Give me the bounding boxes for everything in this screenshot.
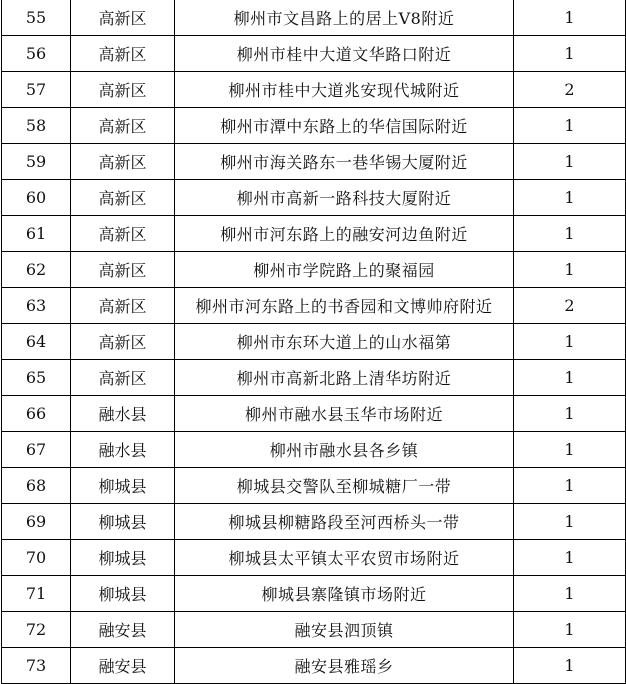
district-cell: 柳城县 <box>71 504 175 540</box>
row-number-cell: 64 <box>2 324 71 360</box>
location-cell: 柳城县太平镇太平农贸市场附近 <box>175 540 514 576</box>
location-cell: 柳城县交警队至柳城糖厂一带 <box>175 468 514 504</box>
count-cell: 2 <box>514 288 626 324</box>
count-cell: 1 <box>514 180 626 216</box>
district-cell: 高新区 <box>71 108 175 144</box>
location-cell: 柳州市高新北路上清华坊附近 <box>175 360 514 396</box>
count-cell: 1 <box>514 540 626 576</box>
count-cell: 1 <box>514 612 626 648</box>
location-cell: 柳州市桂中大道兆安现代城附近 <box>175 72 514 108</box>
count-cell: 1 <box>514 108 626 144</box>
row-number-cell: 72 <box>2 612 71 648</box>
row-number-cell: 60 <box>2 180 71 216</box>
district-cell: 高新区 <box>71 252 175 288</box>
table-row <box>2 396 626 432</box>
table-row <box>2 432 626 468</box>
table-row <box>2 216 626 252</box>
location-cell: 融安县泗顶镇 <box>175 612 514 648</box>
count-cell: 1 <box>514 252 626 288</box>
district-cell: 高新区 <box>71 180 175 216</box>
location-cell: 柳州市文昌路上的居上V8附近 <box>175 0 514 36</box>
table-row <box>2 324 626 360</box>
district-cell: 融水县 <box>71 432 175 468</box>
count-cell: 1 <box>514 324 626 360</box>
row-number-cell: 62 <box>2 252 71 288</box>
table-row <box>2 108 626 144</box>
table-row <box>2 360 626 396</box>
district-cell: 高新区 <box>71 36 175 72</box>
location-cell: 柳州市河东路上的书香园和文博帅府附近 <box>175 288 514 324</box>
location-cell: 柳州市融水县各乡镇 <box>175 432 514 468</box>
district-cell: 融安县 <box>71 612 175 648</box>
row-number-cell: 70 <box>2 540 71 576</box>
location-cell: 柳城县寨隆镇市场附近 <box>175 576 514 612</box>
district-cell: 高新区 <box>71 360 175 396</box>
table-row <box>2 180 626 216</box>
district-cell: 高新区 <box>71 324 175 360</box>
row-number-cell: 61 <box>2 216 71 252</box>
count-cell: 1 <box>514 360 626 396</box>
location-cell: 柳州市高新一路科技大厦附近 <box>175 180 514 216</box>
count-cell: 1 <box>514 576 626 612</box>
table-row <box>2 144 626 180</box>
table-body <box>2 0 626 684</box>
district-cell: 高新区 <box>71 216 175 252</box>
count-cell: 1 <box>514 504 626 540</box>
count-cell: 1 <box>514 0 626 36</box>
row-number-cell: 68 <box>2 468 71 504</box>
district-cell: 融水县 <box>71 396 175 432</box>
district-cell: 柳城县 <box>71 576 175 612</box>
count-cell: 1 <box>514 648 626 684</box>
location-cell: 柳州市学院路上的聚福园 <box>175 252 514 288</box>
table-row <box>2 252 626 288</box>
location-cell: 柳州市东环大道上的山水福第 <box>175 324 514 360</box>
count-cell: 1 <box>514 144 626 180</box>
row-number-cell: 66 <box>2 396 71 432</box>
table-row <box>2 648 626 684</box>
district-cell: 高新区 <box>71 72 175 108</box>
district-cell: 高新区 <box>71 0 175 36</box>
row-number-cell: 58 <box>2 108 71 144</box>
district-cell: 融安县 <box>71 648 175 684</box>
location-cell: 柳州市河东路上的融安河边鱼附近 <box>175 216 514 252</box>
district-cell: 高新区 <box>71 288 175 324</box>
table-row <box>2 612 626 648</box>
district-cell: 高新区 <box>71 144 175 180</box>
table-row <box>2 540 626 576</box>
table-row <box>2 288 626 324</box>
row-number-cell: 65 <box>2 360 71 396</box>
count-cell: 1 <box>514 396 626 432</box>
district-cell: 柳城县 <box>71 540 175 576</box>
row-number-cell: 73 <box>2 648 71 684</box>
row-number-cell: 71 <box>2 576 71 612</box>
table-row <box>2 504 626 540</box>
row-number-cell: 57 <box>2 72 71 108</box>
location-cell: 融安县雅瑶乡 <box>175 648 514 684</box>
district-cell: 柳城县 <box>71 468 175 504</box>
data-table <box>1 0 626 684</box>
location-cell: 柳州市海关路东一巷华锡大厦附近 <box>175 144 514 180</box>
row-number-cell: 55 <box>2 0 71 36</box>
row-number-cell: 56 <box>2 36 71 72</box>
count-cell: 1 <box>514 216 626 252</box>
table-row <box>2 0 626 36</box>
location-cell: 柳州市融水县玉华市场附近 <box>175 396 514 432</box>
row-number-cell: 63 <box>2 288 71 324</box>
count-cell: 2 <box>514 72 626 108</box>
table-row <box>2 468 626 504</box>
row-number-cell: 69 <box>2 504 71 540</box>
count-cell: 1 <box>514 468 626 504</box>
count-cell: 1 <box>514 432 626 468</box>
location-cell: 柳州市桂中大道文华路口附近 <box>175 36 514 72</box>
count-cell: 1 <box>514 36 626 72</box>
location-cell: 柳城县柳糖路段至河西桥头一带 <box>175 504 514 540</box>
table-row <box>2 72 626 108</box>
row-number-cell: 67 <box>2 432 71 468</box>
location-cell: 柳州市潭中东路上的华信国际附近 <box>175 108 514 144</box>
row-number-cell: 59 <box>2 144 71 180</box>
table-row <box>2 36 626 72</box>
table-row <box>2 576 626 612</box>
